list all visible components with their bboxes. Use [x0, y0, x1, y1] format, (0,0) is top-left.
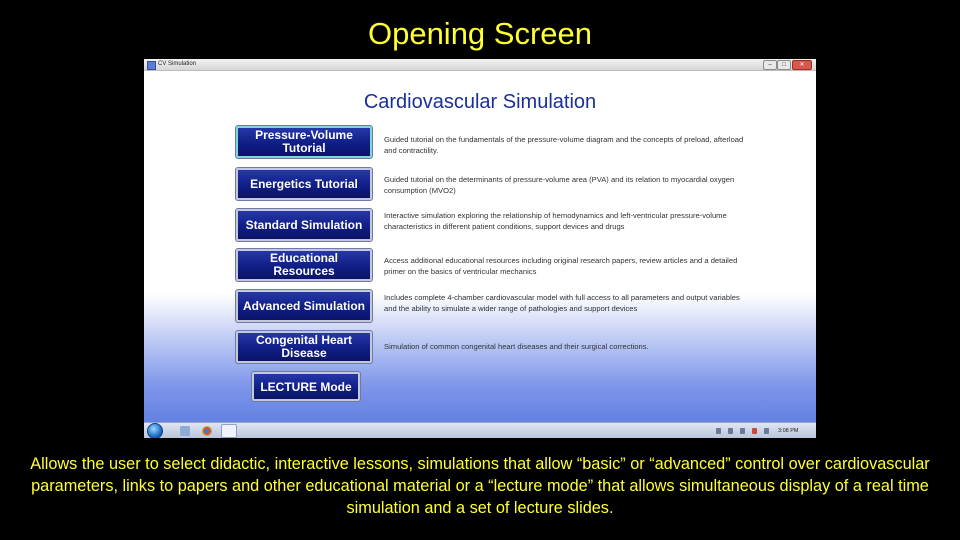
energetics-tutorial-button[interactable]: Energetics Tutorial [236, 168, 372, 200]
chrome-icon[interactable] [202, 426, 212, 436]
tray-network-icon[interactable] [740, 428, 745, 434]
start-orb-icon[interactable] [147, 423, 163, 438]
advanced-simulation-button[interactable]: Advanced Simulation [236, 290, 372, 322]
lecture-mode-button[interactable]: LECTURE Mode [252, 372, 360, 401]
cv-simulation-icon[interactable] [221, 424, 237, 438]
taskbar [144, 422, 816, 438]
slide-caption: Allows the user to select didactic, interactive lessons, simulations that allow “basic” or “advanced” control over cardiovascular parameters, links to papers and other educational material or a “lecture mode” that allows simultaneous display of a real time simulation and a set of lecture slides. [30, 455, 930, 517]
close-button[interactable]: ✕ [792, 60, 812, 70]
congenital-heart-disease-button[interactable]: Congenital Heart Disease [236, 331, 372, 363]
explorer-icon[interactable] [180, 426, 190, 436]
educational-resources-button[interactable]: Educational Resources [236, 249, 372, 281]
minimize-button[interactable]: – [763, 60, 777, 70]
window-titlebar[interactable] [144, 59, 816, 71]
taskbar-clock[interactable]: 3:08 PM [778, 428, 799, 434]
app-icon [147, 61, 156, 70]
standard-simulation-button[interactable]: Standard Simulation [236, 209, 372, 241]
educational-resources-description: Access additional educational resources including original research papers, review articles and a detailed primer on the basics of ventricular mechanics [384, 256, 738, 276]
tray-volume-icon[interactable] [764, 428, 769, 434]
cv-simulation-window [144, 59, 816, 438]
advanced-simulation-description: Includes complete 4-chamber cardiovascular model with full access to all parameters and output variables and the ability to simulate a wider range of pathologies and support devices [384, 293, 740, 313]
congenital-heart-disease-description: Simulation of common congenital heart diseases and their surgical corrections. [384, 342, 649, 351]
tray-arrow-icon[interactable] [716, 428, 721, 434]
window-title: CV Simulation [158, 61, 197, 67]
tray-alert-icon[interactable] [752, 428, 757, 434]
app-title: Cardiovascular Simulation [363, 91, 597, 113]
energetics-tutorial-description: Guided tutorial on the determinants of pressure-volume area (PVA) and its relation to myocardial oxygen consumption (MVO2) [384, 175, 735, 195]
standard-simulation-description: Interactive simulation exploring the relationship of hemodynamics and left-ventricular pressure-volume characteristics in different patient conditions, support devices and drugs [384, 211, 727, 231]
pressure-volume-tutorial-button[interactable]: Pressure-Volume Tutorial [236, 126, 372, 158]
pressure-volume-tutorial-description: Guided tutorial on the fundamentals of the pressure-volume diagram and the concepts of preload, afterload and contractility. [384, 135, 744, 155]
maximize-button[interactable]: □ [777, 60, 791, 70]
tray-device-icon[interactable] [728, 428, 733, 434]
slide-title: Opening Screen [367, 16, 593, 51]
